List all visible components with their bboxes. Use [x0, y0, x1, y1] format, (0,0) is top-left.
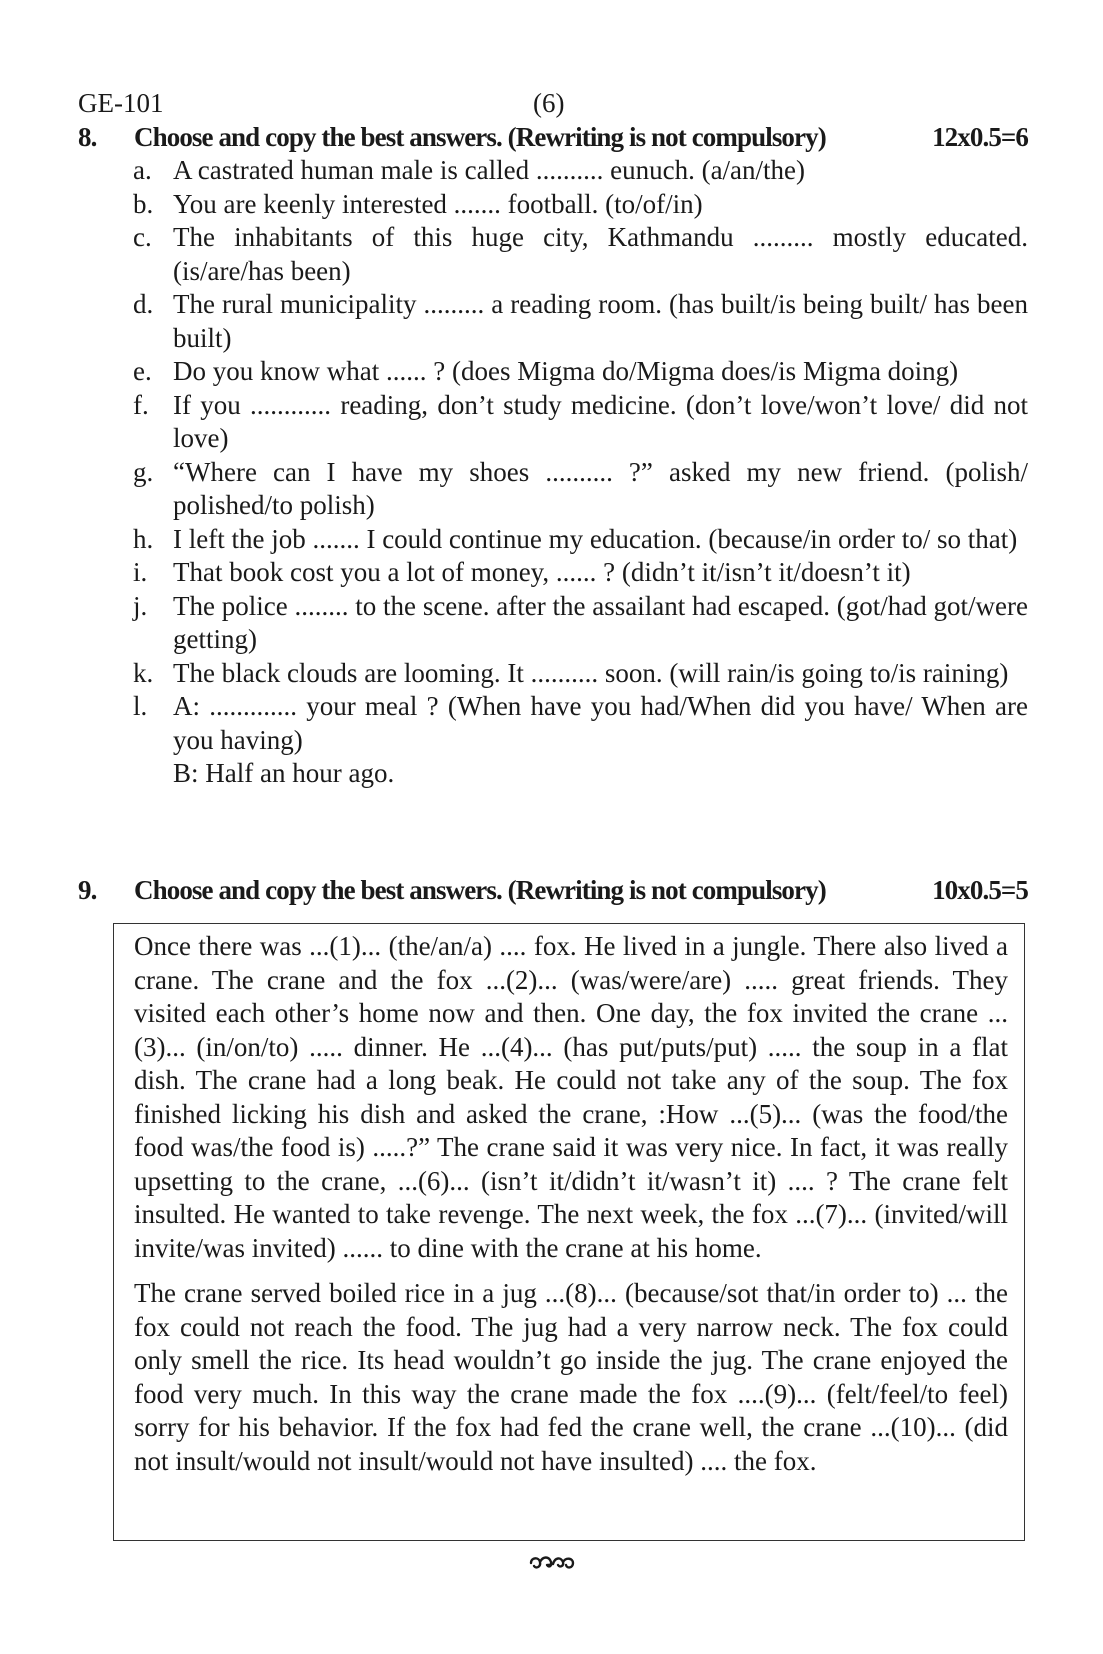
item-letter: j. — [133, 590, 148, 621]
item-text: A: ............. your meal ? (When have you had/When did you have/ When are you having) — [173, 691, 1028, 755]
item-letter: c. — [133, 222, 152, 252]
item-letter: e. — [133, 356, 152, 386]
item-letter: b. — [133, 188, 154, 219]
item-letter: f. — [133, 389, 149, 420]
passage-paragraph: The crane served boiled rice in a jug ...(8)... (because/sot that/in order to) ... the fox could not reach the food. The jug had a very narrow neck. The fox could only smell the rice. Its head wouldn’t go inside the jug. The crane enjoyed the food very much. In this way the crane made the fox ....(9)... (felt/feel/to feel) sorry for his behavior. If the fox had fed the crane well, the crane ...(10)... (did not insult/would not insult/would not have insulted) .... the fox. — [134, 1278, 1008, 1476]
end-ornament-icon — [527, 1553, 577, 1573]
item-text: The rural municipality ......... a reading room. (has built/is being built/ has been built) — [173, 289, 1028, 353]
question-instruction: Choose and copy the best answers. (Rewriting is not compulsory) — [134, 875, 826, 905]
item-text: “Where can I have my shoes .......... ?” asked my new friend. (polish/ polished/to polish) — [173, 456, 1028, 520]
passage-paragraph: Once there was ...(1)... (the/an/a) .... fox. He lived in a jungle. There also lived a crane. The crane and the fox ...(2)... (was/were/are) ..... great friends. They visited each other’s home now and then. One day, the fox invited the crane ...(3)... (in/on/to) ..... dinner. He ...(4)... (has put/puts/put) ..... the soup in a flat dish. The crane had a long beak. He could not take any of the soup. The fox finished licking his dish and asked the crane, :How ...(5)... (was the food/the food was/the food is) .....?” The crane said it was very nice. In fact, it was really upsetting to the crane, ...(6)... (isn’t it/didn’t it/wasn’t it) .... ? The crane felt insulted. He wanted to take revenge. The next week, the fox ...(7)... (invited/will invite/was invited) ...... to dine with the crane at his home. — [134, 931, 1008, 1263]
item-letter: a. — [133, 155, 152, 185]
question-8-heading — [78, 122, 1028, 156]
question-item — [133, 221, 1028, 288]
item-letter: d. — [133, 289, 154, 319]
item-text: A castrated human male is called .......... eunuch. (a/an/the) — [173, 155, 806, 185]
question-item — [133, 523, 1028, 557]
question-number: 8. — [78, 122, 97, 152]
question-item — [133, 456, 1028, 523]
item-text: Do you know what ...... ? (does Migma do/Migma does/is Migma doing) — [173, 356, 959, 386]
item-letter: k. — [133, 657, 154, 688]
question-item — [133, 154, 1028, 188]
question-item — [133, 389, 1028, 456]
question-9-heading — [78, 875, 1028, 909]
question-instruction: Choose and copy the best answers. (Rewriting is not compulsory) — [134, 122, 826, 152]
item-text: If you ............ reading, don’t study medicine. (don’t love/won’t love/ did not love) — [173, 389, 1028, 453]
item-letter: h. — [133, 523, 154, 554]
item-text: I left the job ....... I could continue my education. (because/in order to/ so that) — [173, 523, 1018, 554]
page-header — [78, 88, 1028, 122]
paper-code: GE-101 — [78, 88, 164, 118]
question-item — [133, 556, 1028, 590]
item-letter: g. — [133, 456, 154, 487]
passage-box — [113, 923, 1025, 1541]
item-text: The police ........ to the scene. after the assailant had escaped. (got/had got/were getting) — [173, 590, 1028, 654]
item-text: You are keenly interested ....... football. (to/of/in) — [173, 188, 703, 219]
item-reply: B: Half an hour ago. — [173, 758, 395, 788]
item-letter: i. — [133, 557, 148, 587]
question-item — [133, 188, 1028, 222]
question-marks: 12x0.5=6 — [932, 122, 1028, 152]
item-text: The black clouds are looming. It .......... soon. (will rain/is going to/is raining) — [173, 657, 1009, 688]
question-marks: 10x0.5=5 — [932, 875, 1028, 905]
question-item — [133, 355, 1028, 389]
question-8-items — [133, 154, 1028, 791]
page-number: (6) — [533, 88, 565, 118]
question-item — [133, 690, 1028, 791]
question-item — [133, 657, 1028, 691]
question-item — [133, 288, 1028, 355]
question-item — [133, 590, 1028, 657]
item-text: That book cost you a lot of money, ...... ? (didn’t it/isn’t it/doesn’t it) — [173, 557, 911, 587]
question-number: 9. — [78, 875, 97, 905]
item-text: The inhabitants of this huge city, Kathmandu ......... mostly educated. (is/are/has been) — [173, 222, 1028, 286]
item-letter: l. — [133, 691, 148, 721]
